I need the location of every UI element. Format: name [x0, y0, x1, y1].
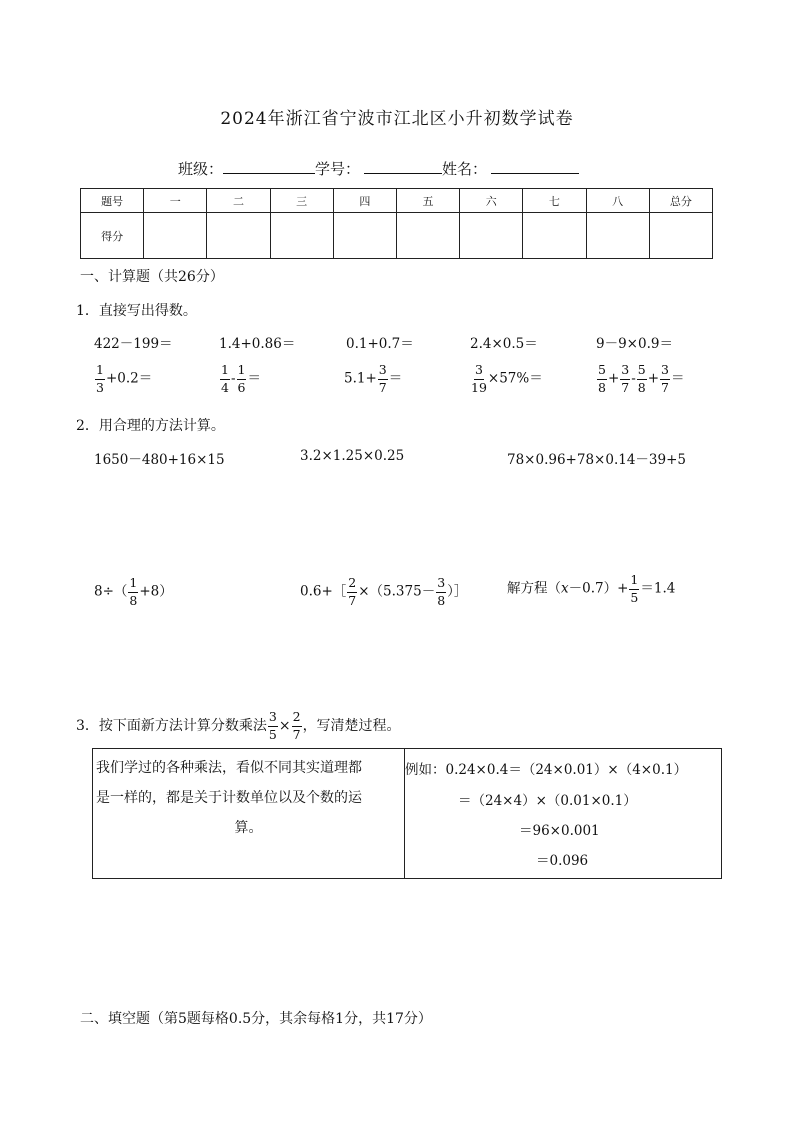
name-label: 姓名：	[442, 160, 488, 178]
fraction: $\frac{3}{8}$	[437, 575, 446, 608]
q1-expr: $\frac{3}{19}$ ×57%＝	[471, 362, 543, 395]
fraction: $\frac{3}{7}$	[378, 362, 387, 395]
score-input-cell[interactable]	[649, 213, 712, 259]
q2-label: 2．用合理的方法计算。	[76, 418, 225, 434]
class-label: 班级：	[178, 160, 224, 178]
score-cell: 六	[460, 189, 523, 213]
fraction: $\frac{5}{8}$	[637, 362, 646, 395]
q3-explanation	[93, 749, 405, 878]
score-cell: 一	[144, 189, 207, 213]
fraction: $\frac{3}{5}$	[268, 709, 277, 742]
example-line: ＝0.096	[536, 853, 589, 869]
fraction: $\frac{1}{6}$	[237, 362, 246, 395]
explanation-line: 我们学过的各种乘法，看似不同其实道理都	[96, 760, 362, 776]
q1-expr: 2.4×0.5＝	[470, 336, 538, 352]
example-line: ＝（24×4）×（0.01×0.1）	[458, 793, 637, 809]
q3-label: 3．按下面新方法计算分数乘法 $\frac{3}{5}$ × $\frac{2}{7}$ ，写清楚过程。	[76, 709, 401, 742]
fraction: $\frac{2}{7}$	[292, 709, 301, 742]
section2-heading: 二、填空题（第5题每格0.5分，其余每格1分，共17分）	[80, 1011, 432, 1027]
q1-expr: 1.4+0.86＝	[219, 336, 296, 352]
id-blank[interactable]	[364, 159, 442, 174]
fraction: $\frac{3}{7}$	[661, 362, 669, 395]
score-cell: 题号	[81, 189, 144, 213]
fraction: $\frac{3}{7}$	[621, 362, 630, 395]
example-line: 例如：0.24×0.4＝（24×0.01）×（4×0.1）	[405, 762, 688, 778]
q2-expr: 解方程（x－0.7）+ $\frac{1}{5}$ ＝1.4	[507, 572, 676, 605]
name-blank[interactable]	[491, 159, 579, 174]
score-input-cell[interactable]	[333, 213, 396, 259]
q1-expr: 5.1+ $\frac{3}{7}$ ＝	[344, 362, 403, 395]
score-input-cell[interactable]	[523, 213, 586, 259]
fraction: $\frac{1}{3}$	[96, 362, 104, 395]
score-input-cell[interactable]	[270, 213, 333, 259]
score-table-header-row	[81, 189, 713, 213]
score-cell: 二	[207, 189, 270, 213]
score-cell: 四	[333, 189, 396, 213]
score-input-cell[interactable]	[144, 213, 207, 259]
score-cell: 三	[270, 189, 333, 213]
q2-expr: 0.6+［ $\frac{2}{7}$ ×（5.375－ $\frac{3}{8}$ ）］	[300, 575, 468, 608]
section1-heading: 一、计算题（共26分）	[80, 269, 224, 285]
fraction: $\frac{2}{7}$	[348, 575, 357, 608]
score-input-cell[interactable]	[586, 213, 649, 259]
score-table-score-row	[81, 213, 713, 259]
q3-worked-example	[405, 749, 721, 878]
q1-expr: 9－9×0.9＝	[596, 336, 673, 352]
q3-example-box	[92, 748, 722, 879]
explanation-line: 算。	[234, 820, 263, 836]
class-blank[interactable]	[223, 159, 315, 174]
explanation-line: 是一样的，都是关于计数单位以及个数的运	[96, 790, 362, 806]
page-title: 2024年浙江省宁波市江北区小升初数学试卷	[220, 109, 574, 129]
fraction: $\frac{1}{5}$	[630, 572, 639, 605]
fraction: $\frac{1}{4}$	[221, 362, 229, 395]
fraction: $\frac{1}{8}$	[129, 575, 138, 608]
score-cell: 八	[586, 189, 649, 213]
score-table	[80, 188, 713, 259]
score-input-cell[interactable]	[460, 213, 523, 259]
fraction: $\frac{3}{19}$	[471, 362, 487, 395]
q2-expr: 78×0.96+78×0.14－39+5	[507, 452, 686, 468]
score-row-label: 得分	[81, 213, 144, 259]
q2-expr: 3.2×1.25×0.25	[300, 448, 405, 464]
q2-expr: 1650－480+16×15	[94, 452, 225, 468]
id-label: 学号：	[315, 160, 361, 178]
score-cell: 五	[396, 189, 459, 213]
q1-expr: 422－199＝	[94, 336, 173, 352]
score-input-cell[interactable]	[207, 213, 270, 259]
score-cell: 总分	[649, 189, 712, 213]
fraction: $\frac{5}{8}$	[598, 362, 606, 395]
q1-expr: $\frac{1}{4}$ - $\frac{1}{6}$ ＝	[221, 362, 261, 395]
score-input-cell[interactable]	[396, 213, 459, 259]
student-info	[178, 158, 579, 179]
q2-expr: 8÷（ $\frac{1}{8}$ +8）	[94, 575, 173, 608]
q1-label: 1．直接写出得数。	[76, 303, 197, 319]
q1-expr: 0.1+0.7＝	[346, 336, 414, 352]
q1-expr: $\frac{1}{3}$ +0.2＝	[96, 362, 153, 395]
example-line: ＝96×0.001	[519, 823, 600, 839]
q1-expr: $\frac{5}{8}$ + $\frac{3}{7}$ - $\frac{5}{8}$ + $\frac{3}{7}$ ＝	[598, 362, 685, 395]
score-cell: 七	[523, 189, 586, 213]
